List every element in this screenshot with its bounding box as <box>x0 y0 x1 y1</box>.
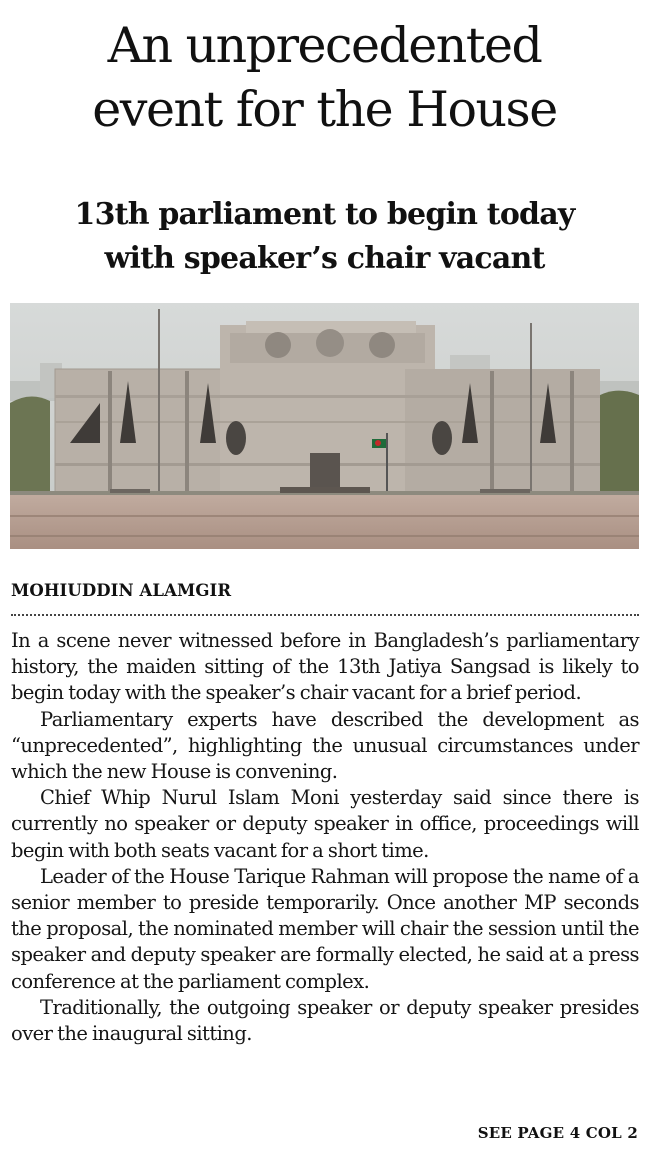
headline-line-1: An unprecedented <box>107 17 542 74</box>
article-paragraph-1: In a scene never witnessed before in Bangladesh’s parliamentary history, the maiden sitting of the 13th Jatiya Sangsad is likely to begin today with the speaker’s chair vacant for a brief period. <box>11 629 639 705</box>
parliament-building-photo <box>10 303 639 549</box>
byline: MOHIUDDIN ALAMGIR <box>11 581 232 600</box>
article-body <box>11 628 639 1047</box>
subheadline <box>0 193 649 281</box>
dotted-divider <box>11 614 639 616</box>
article-paragraph-2: Parliamentary experts have described the development as “unprecedented”, highlighting the unusual circumstances under which the new House is convening. <box>11 707 639 784</box>
article-paragraph-5: Traditionally, the outgoing speaker or deputy speaker presides over the inaugural sitting. <box>11 995 639 1046</box>
article-paragraph-4: Leader of the House Tarique Rahman will propose the name of a senior member to preside temporarily. Once another MP seconds the proposal, the nominated member will chair the session until the speaker and deputy speaker are formally elected, he said at a press conference at the parliament complex. <box>11 864 639 993</box>
photo-illustration <box>10 303 639 549</box>
subheadline-line-2: with speaker’s chair vacant <box>104 241 545 276</box>
headline <box>0 14 649 142</box>
headline-line-2: event for the House <box>92 81 557 138</box>
subheadline-line-1: 13th parliament to begin today <box>74 197 575 232</box>
continuation-jump-line: SEE PAGE 4 COL 2 <box>477 1124 638 1142</box>
article-paragraph-3: Chief Whip Nurul Islam Moni yesterday said since there is currently no speaker or deputy speaker in office, proceedings will begin with both seats vacant for a short time. <box>11 786 639 862</box>
